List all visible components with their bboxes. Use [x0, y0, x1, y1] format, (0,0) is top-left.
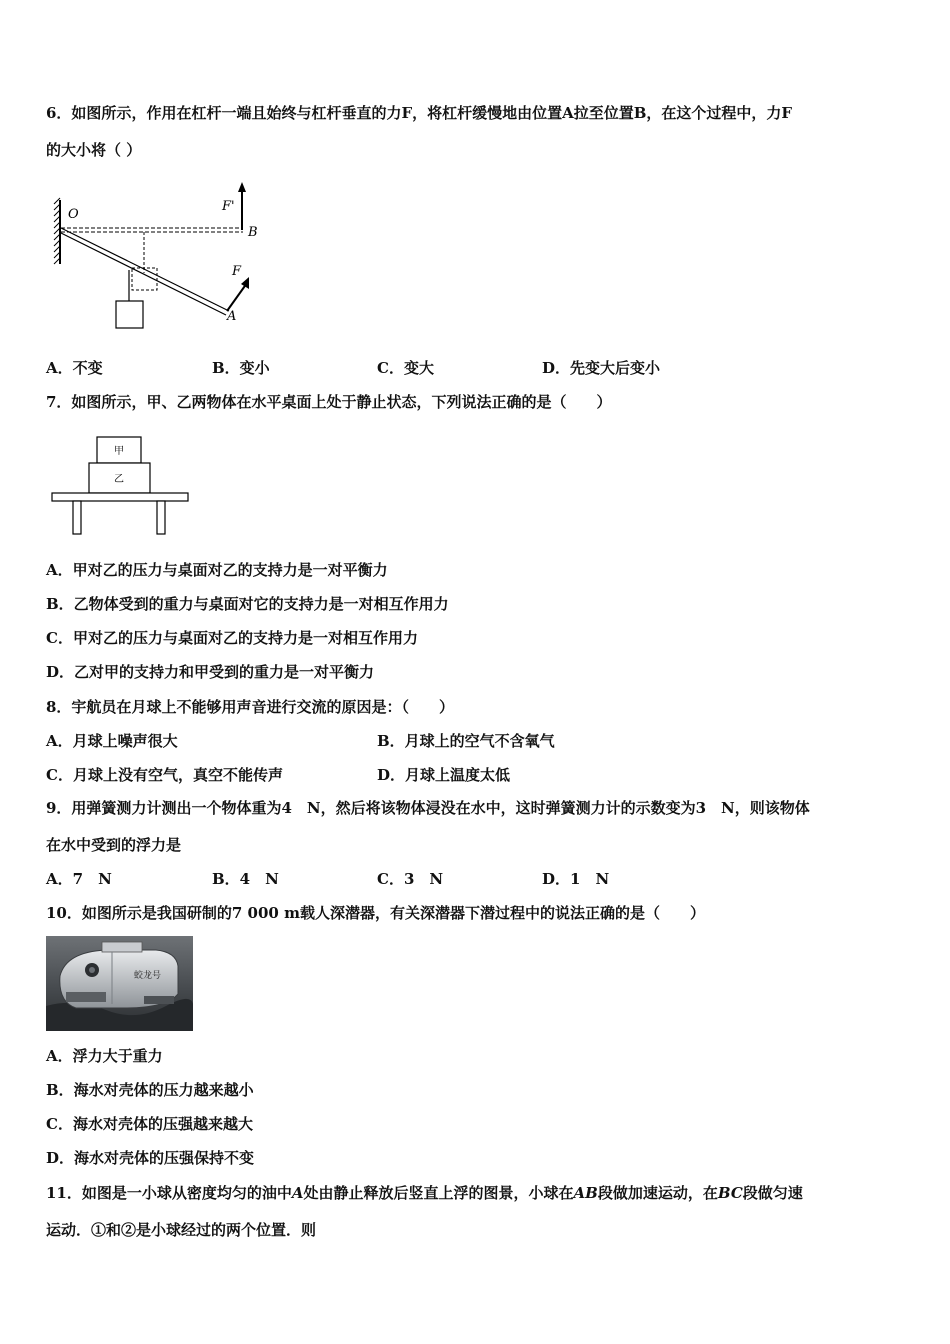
q6-label-f-prime: F' — [222, 199, 235, 214]
q9-option-c: C．3 N — [377, 870, 444, 888]
q6-option-a: A．不变 — [46, 359, 103, 377]
q10-option-c: C．海水对壳体的压强越来越大 — [46, 1115, 253, 1133]
q11-seg1: 11．如图是一小球从密度均匀的油中 — [46, 1184, 292, 1202]
q6-stem-line1: 6．如图所示，作用在杠杆一端且始终与杠杆垂直的力F，将杠杆缓慢地由位置A拉至位置B，在这个过程中，力F — [46, 104, 793, 122]
q6-option-c: C．变大 — [377, 359, 434, 377]
q7-stem: 7．如图所示，甲、乙两物体在水平桌面上处于静止状态，下列说法正确的是（ ） — [46, 393, 612, 411]
q8-option-a: A．月球上噪声很大 — [46, 732, 178, 750]
q10-stem: 10．如图所示是我国研制的7 000 m载人深潜器，有关深潜器下潜过程中的说法正确的是（ ） — [46, 904, 705, 922]
q11-seg2: 处由静止释放后竖直上浮的图景，小球在 — [303, 1184, 574, 1202]
q10-photo-caption: 蛟龙号 — [134, 971, 162, 981]
q8-option-d: D．月球上温度太低 — [377, 766, 511, 784]
q6-option-b: B．变小 — [212, 359, 270, 377]
q8-stem: 8．宇航员在月球上不能够用声音进行交流的原因是：（ ） — [46, 698, 454, 716]
q6-option-d: D．先变大后变小 — [542, 359, 661, 377]
q6-label-a: A — [227, 309, 237, 324]
q7-option-a: A．甲对乙的压力与桌面对乙的支持力是一对平衡力 — [46, 561, 388, 579]
q11-segment-ab: AB — [573, 1184, 598, 1202]
q7-option-c: C．甲对乙的压力与桌面对乙的支持力是一对相互作用力 — [46, 629, 418, 647]
q11-seg4: 段做匀速 — [742, 1184, 803, 1202]
q6-lever-figure — [46, 178, 276, 338]
q9-option-b: B．4 N — [212, 870, 279, 888]
q10-option-a: A．浮力大于重力 — [46, 1047, 163, 1065]
q7-table-figure — [46, 430, 196, 540]
q9-option-a: A．7 N — [46, 870, 112, 888]
q10-submersible-photo — [46, 936, 193, 1031]
q7-label-jia: 甲 — [114, 446, 124, 457]
q11-point-a: A — [291, 1184, 304, 1202]
q6-label-f: F — [232, 264, 242, 279]
q11-stem-line2: 运动．①和②是小球经过的两个位置．则 — [46, 1221, 317, 1239]
q9-stem-line1: 9．用弹簧测力计测出一个物体重为4 N，然后将该物体浸没在水中，这时弹簧测力计的示数变为3 N，则该物体 — [46, 799, 810, 817]
q6-label-o: O — [68, 207, 79, 222]
q6-label-b: B — [248, 225, 258, 240]
q9-option-d: D．1 N — [542, 870, 610, 888]
q10-option-b: B．海水对壳体的压力越来越小 — [46, 1081, 254, 1099]
q7-label-yi: 乙 — [114, 474, 124, 485]
q7-option-d: D．乙对甲的支持力和甲受到的重力是一对平衡力 — [46, 663, 375, 681]
q11-seg3: 段做加速运动，在 — [597, 1184, 718, 1202]
q8-option-c: C．月球上没有空气，真空不能传声 — [46, 766, 283, 784]
q7-option-b: B．乙物体受到的重力与桌面对它的支持力是一对相互作用力 — [46, 595, 449, 613]
q10-option-d: D．海水对壳体的压强保持不变 — [46, 1149, 255, 1167]
q6-stem-line2: 的大小将（ ） — [46, 141, 142, 159]
q8-option-b: B．月球上的空气不含氧气 — [377, 732, 555, 750]
q11-stem-line1 — [46, 1183, 803, 1203]
q11-segment-bc: BC — [717, 1184, 743, 1202]
q9-stem-line2: 在水中受到的浮力是 — [46, 836, 182, 854]
